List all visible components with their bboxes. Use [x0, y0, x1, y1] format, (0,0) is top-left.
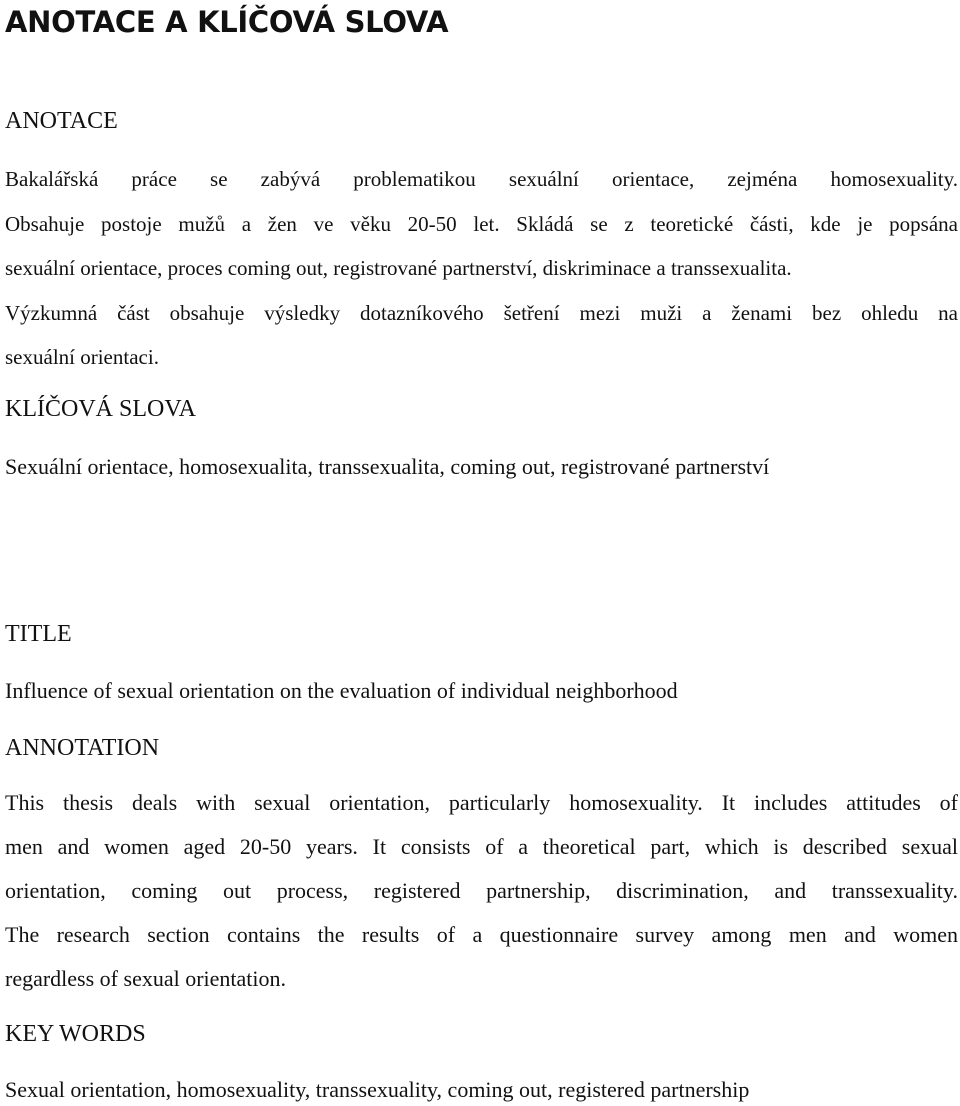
annotation-label: ANNOTATION — [5, 735, 160, 761]
anotace-line: sexuální orientace, proces coming out, registrované partnerství, diskriminace a transsexualita. — [5, 256, 792, 280]
anotace-paragraph — [5, 157, 958, 380]
anotace-line: Výzkumná část obsahuje výsledky dotazníkového šetření mezi muži a ženami bez ohledu na — [5, 300, 958, 325]
annotation-line: regardless of sexual orientation. — [5, 966, 287, 991]
annotation-paragraph — [5, 781, 958, 1001]
annotation-line: orientation, coming out process, registered partnership, discrimination, and transsexuality. — [5, 878, 958, 903]
annotation-line: men and women aged 20-50 years. It consists of a theoretical part, which is described sexual — [5, 834, 958, 859]
anotace-line: sexuální orientaci. — [5, 345, 159, 369]
anotace-label: ANOTACE — [5, 108, 118, 134]
title-label: TITLE — [5, 621, 72, 647]
anotace-line: Obsahuje postoje mužů a žen ve věku 20-50 let. Skládá se z teoretické části, kde je popsána — [5, 211, 958, 236]
annotation-line: The research section contains the results of a questionnaire survey among men and women — [5, 922, 958, 947]
key-words-label: KEY WORDS — [5, 1021, 146, 1047]
klicova-slova-label: KLÍČOVÁ SLOVA — [5, 396, 196, 422]
annotation-line: This thesis deals with sexual orientation, particularly homosexuality. It includes attitudes of — [5, 790, 958, 815]
title-text: Influence of sexual orientation on the evaluation of individual neighborhood — [5, 678, 678, 703]
key-words-text: Sexual orientation, homosexuality, transsexuality, coming out, registered partnership — [5, 1077, 750, 1102]
anotace-line: Bakalářská práce se zabývá problematikou sexuální orientace, zejména homosexuality. — [5, 167, 958, 191]
klicova-slova-text: Sexuální orientace, homosexualita, transsexualita, coming out, registrované partnerství — [5, 454, 770, 479]
page-title: ANOTACE A KLÍČOVÁ SLOVA — [5, 5, 449, 39]
